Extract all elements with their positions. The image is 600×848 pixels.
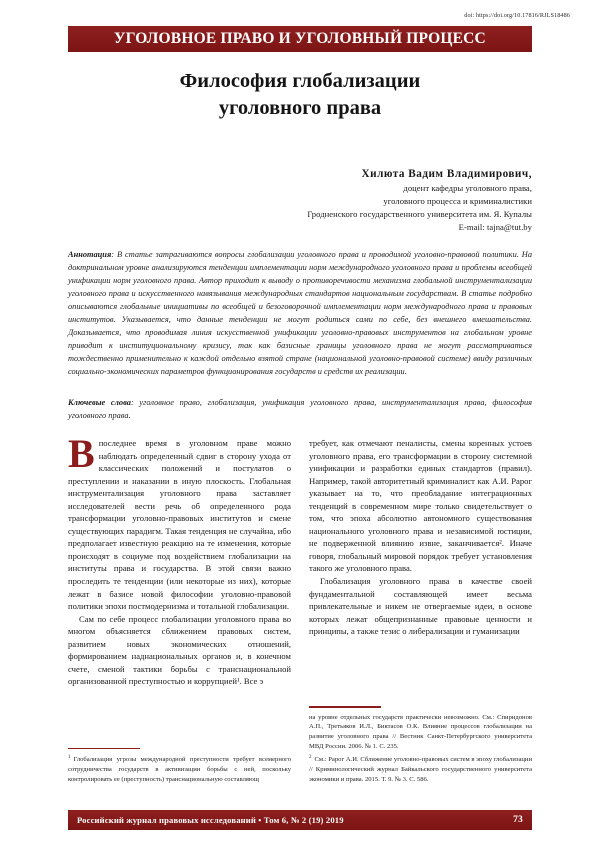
keywords-text: : уголовное право, глобализация, унификация уголовного права, инструментализация права, философия уголовного права. <box>68 398 532 421</box>
left-paragraph-1 <box>68 431 291 613</box>
footnote-2-text: См.: Рарог А.И. Сближение уголовно-правовых систем в эпоху глобализации // Криминологический журнал Байкальского государственного университета экономики и права. 2015. Т. 9. № 3. С. 586. <box>309 756 532 784</box>
column-right <box>309 437 532 787</box>
right-paragraph-1: требует, как отмечают пеналисты, смены коренных устоев уголовного права, его трансформации в сторону системной унификации и разработки единых стандартов (правил). Например, такой авторитетный криминалист как А.И. Рарог указывает на то, что преобладание интеграционных тенденций в современном мире только свидетельствует о том, что эпоха абсолютно автономного существования национального уголовного права и независимой юстиции, не подверженной влиянию извне, заканчивается². Иначе говоря, глобальный мировой порядок требует установления такого же уголовного права. <box>309 438 532 574</box>
footnotes-left <box>68 754 291 787</box>
author-name: Хилюта Вадим Владимирович, <box>361 168 532 180</box>
drop-cap: В <box>68 431 95 476</box>
page-footer <box>68 810 532 830</box>
abstract-label: Аннотация <box>68 250 112 259</box>
footnote-2 <box>309 754 532 785</box>
footnotes-right <box>309 713 532 787</box>
keywords-label: Ключевые слова <box>68 398 131 407</box>
column-right-body <box>309 437 532 638</box>
section-banner-label: УГОЛОВНОЕ ПРАВО И УГОЛОВНЫЙ ПРОЦЕСС <box>114 30 486 47</box>
left-column-spacer <box>68 688 291 740</box>
footer-journal-title: Российский журнал правовых исследований • Том 6, № 2 (19) 2019 <box>77 815 344 825</box>
author-email: E-mail: tajna@tut.by <box>458 222 532 233</box>
footer-page-number: 73 <box>513 815 523 825</box>
column-left-body <box>68 431 291 688</box>
right-column-spacer <box>309 638 532 698</box>
footnote-2-marker: 2 <box>309 755 312 761</box>
left-paragraph-2: Сам по себе процесс глобализации уголовного права во многом объясняется сближением правовых систем, развитием новых экономических отношений, формированием наднациональных органов и, в конечном счете, сменой тактики борьбы с транснациональной организованной преступностью и коррупцией¹. Все э <box>68 613 291 687</box>
column-left <box>68 431 291 787</box>
author-affiliation: Гродненского государственного университета им. Я. Купалы <box>307 209 532 220</box>
footnote-1-marker: 1 <box>68 755 71 761</box>
abstract <box>68 248 532 378</box>
section-banner <box>68 26 532 52</box>
footnote-rule-right <box>309 706 381 708</box>
abstract-text: : В статье затрагиваются вопросы глобализации уголовного права и проводимой уголовно-правовой политики. На доктринальном уровне анализируются тенденции имплементации норм международного уголовного права и проблемы всеобщей унификации норм уголовного права. Автор приходит к выводу о противоречивости механизма глобальной инструментализации уголовного права и искусственного навязывания международных стандартов национальным государствам. В статье подробно описываются глобальные инициативы по всеобщей и безоговорочной имплементации норм международного права и правовых институтов. Указывается, что данные тенденции не могут родиться сами по себе, без внешнего вмешательства. Доказывается, что проводимая линия искусственной унификации уголовно-правовых инструментов на глобальном уровне приводит к институциональному кризису, так как базисные границы уголовного права не могут рассматриваться тождественно применительно к каждой отдельно взятой стране (национальной уголовно-правовой системе) ввиду различных социально-экономических параметров функционирования государств и средств их реализации. <box>68 250 532 377</box>
page-title-line-2: уголовного права <box>218 97 382 120</box>
footnote-1 <box>68 754 291 785</box>
right-paragraph-2: Глобализация уголовного права в качестве своей фундаментальной составляющей имеет весьма привлекательные и никем не отвергаемые идеи, в основе которых лежат общепризнанные правовые ценности и принципы, а также тезис о либерализации и гуманизации <box>309 576 532 637</box>
keywords <box>68 396 532 422</box>
footnote-rule-left <box>68 748 140 750</box>
author-block <box>68 166 532 234</box>
doi-line: doi: https://doi.org/10.17816/RJLS18486 <box>464 12 570 19</box>
author-position-line-2: уголовного процесса и криминалистики <box>383 196 532 207</box>
page-title-line-1: Философия глобализации <box>179 70 421 92</box>
author-position-line-1: доцент кафедры уголовного права, <box>403 183 532 194</box>
page-title <box>68 68 532 122</box>
footnote-1-continuation: на уровне отдельных государств практически невозможно. См.: Спиридонов А.П., Третьяков И.Л., Биктасов О.К. Влияние процессов глобализации на развитие уголовного права // Вестник Санкт-Петербургского университета МВД России. 2006. № 1. С. 235. <box>309 713 532 751</box>
body-columns <box>68 431 532 787</box>
left-paragraph-1-text: последнее время в уголовном праве можно наблюдать определенный сдвиг в сторону ухода от классических положений и постулатов о преступлении и наказании в иную плоскость. Глобальная инструментализация уголовного права заставляет исследователей вести речь об определенного рода трансформации уголовно-правовых институтов и смене существующих парадигм. Такая тенденция не случайна, ибо предполагает известную реакцию на те изменения, которые происходят в социуме под воздействием глобализации на институты права и государства. В этой связи важно проследить те тенденции (или некоторые из них), которые лежат в базисе новой философии уголовно-правовой политики эпохи постмодернизма и тотальной глобализации. <box>68 438 291 612</box>
footnote-1-text: Глобализация угрозы международной преступности требует всемерного сотрудничества государств в активизации борьбы с ней, поскольку контролировать ее (преступность) транснациональную составляющ <box>68 756 291 784</box>
